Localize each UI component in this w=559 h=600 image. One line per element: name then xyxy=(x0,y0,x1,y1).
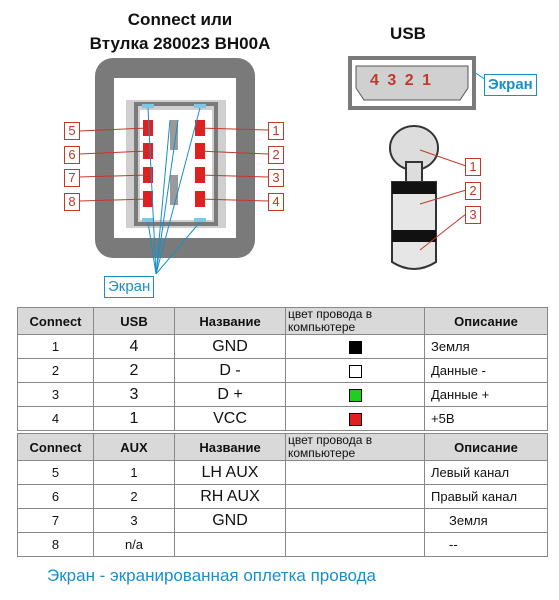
cell-pin: 3 xyxy=(94,383,175,407)
cell-connect: 4 xyxy=(18,407,94,431)
usb-pin-4: 4 xyxy=(370,72,381,89)
cell-name: VCC xyxy=(175,407,286,431)
cell-desc: Земля xyxy=(425,509,548,533)
col-description: Описание xyxy=(425,434,548,461)
color-swatch xyxy=(349,365,362,378)
cell-pin: 3 xyxy=(94,509,175,533)
col-wire-color: цвет провода в компьютере xyxy=(286,308,425,335)
cell-connect: 6 xyxy=(18,485,94,509)
usb-pin-3: 3 xyxy=(387,72,399,89)
usb-screen-label: Экран xyxy=(484,74,537,96)
connector-title-line2: Втулка 280023 BH00A xyxy=(89,34,271,53)
connector-key-bottom xyxy=(170,175,178,205)
cell-connect: 5 xyxy=(18,461,94,485)
pin-label-6: 6 xyxy=(64,146,80,164)
aux-pinout-table xyxy=(17,433,548,557)
pin-label-4: 4 xyxy=(268,193,284,211)
cell-color xyxy=(286,335,425,359)
cell-name: RH AUX xyxy=(175,485,286,509)
cell-pin: 2 xyxy=(94,359,175,383)
cell-connect: 2 xyxy=(18,359,94,383)
jack-ring1 xyxy=(392,182,436,194)
usb-pinout-table xyxy=(17,307,548,431)
col-wire-color: цвет провода в компьютере xyxy=(286,434,425,461)
pin-label-2: 2 xyxy=(268,146,284,164)
cell-pin: 4 xyxy=(94,335,175,359)
cell-connect: 7 xyxy=(18,509,94,533)
cell-name: GND xyxy=(175,509,286,533)
col-connect: Connect xyxy=(18,434,94,461)
jack-pin-2: 2 xyxy=(465,182,481,200)
cell-color xyxy=(286,533,425,557)
table-row xyxy=(18,533,548,557)
table-row xyxy=(18,383,548,407)
table-row xyxy=(18,485,548,509)
cell-connect: 1 xyxy=(18,335,94,359)
pin-label-7: 7 xyxy=(64,169,80,187)
col-name: Название xyxy=(175,434,286,461)
cell-pin: 1 xyxy=(94,461,175,485)
screen-clip xyxy=(194,218,206,222)
screen-clip xyxy=(142,218,154,222)
cell-color xyxy=(286,485,425,509)
usb-pin-2: 2 xyxy=(404,72,416,89)
footer-note: Экран - экранированная оплетка провода xyxy=(47,566,376,585)
cell-name: GND xyxy=(175,335,286,359)
jack-sleeve xyxy=(392,182,436,269)
cell-name: D - xyxy=(175,359,286,383)
cell-pin: n/a xyxy=(94,533,175,557)
cell-connect: 8 xyxy=(18,533,94,557)
cell-desc: -- xyxy=(425,533,548,557)
pin-label-8: 8 xyxy=(64,193,80,211)
table-header-row xyxy=(18,434,548,461)
cell-desc: Данные + xyxy=(425,383,548,407)
cell-connect: 3 xyxy=(18,383,94,407)
table-row xyxy=(18,407,548,431)
pin-label-5: 5 xyxy=(64,122,80,140)
col-description: Описание xyxy=(425,308,548,335)
cell-color xyxy=(286,407,425,431)
color-swatch xyxy=(349,413,362,426)
cell-desc: Левый канал xyxy=(425,461,548,485)
pin-label-1: 1 xyxy=(268,122,284,140)
col-name: Название xyxy=(175,308,286,335)
cell-pin: 2 xyxy=(94,485,175,509)
cell-pin: 1 xyxy=(94,407,175,431)
cell-name: LH AUX xyxy=(175,461,286,485)
connector-title-line1: Connect или xyxy=(127,10,233,29)
col-aux: AUX xyxy=(94,434,175,461)
jack-pin-3: 3 xyxy=(465,206,481,224)
cell-color xyxy=(286,383,425,407)
table-row xyxy=(18,461,548,485)
usb-pin-1: 1 xyxy=(422,72,433,89)
cell-name xyxy=(175,533,286,557)
cell-desc: Данные - xyxy=(425,359,548,383)
usb-title: USB xyxy=(390,24,426,43)
color-swatch xyxy=(349,389,362,402)
jack-ring2 xyxy=(392,230,436,242)
col-usb: USB xyxy=(94,308,175,335)
table-row xyxy=(18,509,548,533)
screen-clip xyxy=(142,104,154,108)
screen-clip xyxy=(194,104,206,108)
cell-color xyxy=(286,359,425,383)
jack-neck xyxy=(406,162,422,182)
cell-desc: Земля xyxy=(425,335,548,359)
cell-color xyxy=(286,509,425,533)
connector-screen-label: Экран xyxy=(104,276,154,298)
color-swatch xyxy=(349,341,362,354)
usb-pin-numbers xyxy=(370,72,433,90)
cell-color xyxy=(286,461,425,485)
table-row xyxy=(18,359,548,383)
cell-desc: Правый канал xyxy=(425,485,548,509)
cell-name: D + xyxy=(175,383,286,407)
cell-desc: +5В xyxy=(425,407,548,431)
col-connect: Connect xyxy=(18,308,94,335)
table-row xyxy=(18,335,548,359)
pin-label-3: 3 xyxy=(268,169,284,187)
table-header-row xyxy=(18,308,548,335)
jack-pin-1: 1 xyxy=(465,158,481,176)
